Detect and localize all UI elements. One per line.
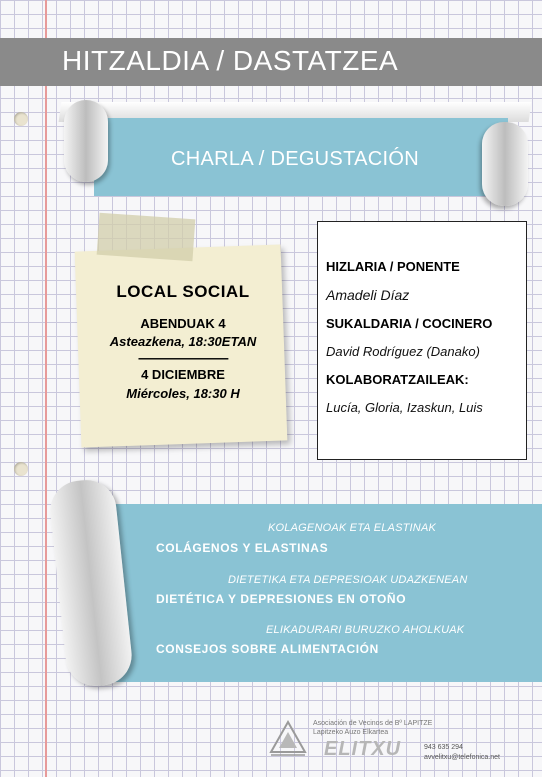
event-day-eu: Asteazkena, 18:30ETAN (109, 334, 257, 349)
cook-name: David Rodríguez (Danako) (326, 344, 480, 359)
cook-heading: SUKALDARIA / COCINERO (326, 316, 493, 331)
notebook-margin-line (45, 0, 47, 777)
association-logo-icon (268, 718, 308, 758)
speaker-heading: HIZLARIA / PONENTE (326, 259, 460, 274)
topic-spanish: DIETÉTICA Y DEPRESIONES EN OTOÑO (156, 592, 407, 606)
topic-spanish: CONSEJOS SOBRE ALIMENTACIÓN (156, 642, 379, 656)
collaborators-heading: KOLABORATZAILEAK: (326, 372, 469, 387)
topic-basque: DIETETIKA ETA DEPRESIOAK UDAZKENEAN (228, 574, 468, 586)
association-name: Asociación de Vecinos de Bº LAPITZE Lapitzeko Auzo Elkartea (313, 720, 433, 736)
topic-basque: ELIKADURARI BURUZKO AHOLKUAK (266, 624, 465, 636)
info-box (317, 221, 527, 460)
event-date-es: 4 DICIEMBRE (141, 367, 225, 382)
page-title: HITZALDIA / DASTATZEA (62, 45, 399, 76)
topic-basque: KOLAGENOAK ETA ELASTINAK (268, 522, 437, 534)
tape (97, 213, 196, 262)
contact-email: avvelitxu@telefonica.net (424, 754, 500, 761)
binder-hole (14, 112, 28, 126)
contact-phone: 943 635 294 (424, 744, 463, 751)
event-place: LOCAL SOCIAL (116, 282, 250, 301)
event-date-eu: ABENDUAK 4 (140, 316, 226, 331)
banner-subtitle: CHARLA / DEGUSTACIÓN (171, 148, 419, 170)
binder-hole (14, 462, 28, 476)
sticky-note-content (80, 282, 286, 401)
brand-name: ELITXU (324, 738, 402, 760)
collaborators-names: Lucía, Gloria, Izaskun, Luis (326, 400, 483, 415)
topic-spanish: COLÁGENOS Y ELASTINAS (156, 541, 329, 555)
event-day-es: Miércoles, 18:30 H (126, 386, 240, 401)
speaker-name: Amadeli Díaz (326, 287, 410, 303)
separator: ------------------------------ (138, 351, 228, 365)
